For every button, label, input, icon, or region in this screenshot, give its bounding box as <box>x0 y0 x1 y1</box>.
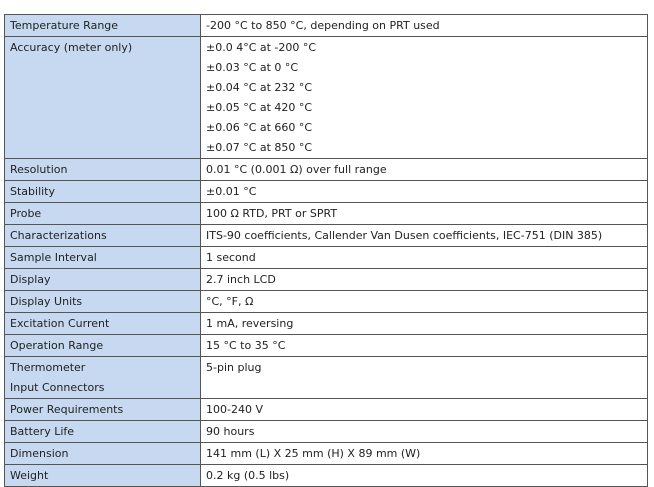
spec-value: ±0.07 °C at 850 °C <box>206 141 313 154</box>
spec-value: -200 °C to 850 °C, depending on PRT used <box>206 19 440 32</box>
spec-value: 2.7 inch LCD <box>206 273 276 286</box>
spec-label-cell <box>5 247 201 269</box>
spec-value: ±0.06 °C at 660 °C <box>206 121 313 134</box>
spec-value: ±0.01 °C <box>206 185 257 198</box>
spec-row <box>5 225 648 247</box>
spec-label: Sample Interval <box>10 251 97 264</box>
spec-row <box>5 465 648 487</box>
spec-table-body <box>5 15 648 487</box>
spec-value-cell <box>201 203 648 225</box>
spec-value: ±0.04 °C at 232 °C <box>206 81 313 94</box>
spec-label: Probe <box>10 207 42 220</box>
spec-row <box>5 421 648 443</box>
spec-row <box>5 291 648 313</box>
spec-value: ±0.05 °C at 420 °C <box>206 101 313 114</box>
spec-value-cell <box>201 465 648 487</box>
spec-row <box>5 247 648 269</box>
spec-label-cell <box>5 225 201 247</box>
spec-label-cell <box>5 443 201 465</box>
spec-value-cell <box>201 443 648 465</box>
spec-row <box>5 313 648 335</box>
spec-label: Stability <box>10 185 56 198</box>
spec-label-cell <box>5 335 201 357</box>
spec-label-cell <box>5 313 201 335</box>
spec-label: Display Units <box>10 295 83 308</box>
spec-value: 1 second <box>206 251 256 264</box>
spec-label: Dimension <box>10 447 69 460</box>
spec-value: 90 hours <box>206 425 255 438</box>
spec-value: 5-pin plug <box>206 361 262 374</box>
spec-value: 141 mm (L) X 25 mm (H) X 89 mm (W) <box>206 447 421 460</box>
spec-row <box>5 357 648 399</box>
spec-value-cell <box>201 159 648 181</box>
spec-label: Operation Range <box>10 339 104 352</box>
spec-label: Accuracy (meter only) <box>10 41 133 54</box>
spec-value-cell <box>201 269 648 291</box>
spec-row <box>5 181 648 203</box>
spec-value-cell <box>201 225 648 247</box>
spec-row <box>5 335 648 357</box>
spec-value: °C, °F, Ω <box>206 295 254 308</box>
spec-value-cell <box>201 313 648 335</box>
spec-value-cell <box>201 247 648 269</box>
spec-row <box>5 399 648 421</box>
spec-value-cell <box>201 421 648 443</box>
spec-row <box>5 443 648 465</box>
spec-value-cell <box>201 181 648 203</box>
spec-label: Display <box>10 273 51 286</box>
spec-value-cell <box>201 357 648 399</box>
spec-label-cell <box>5 421 201 443</box>
spec-value: 0.2 kg (0.5 lbs) <box>206 469 290 482</box>
spec-value-cell <box>201 37 648 159</box>
spec-value: ±0.03 °C at 0 °C <box>206 61 299 74</box>
spec-value-cell <box>201 15 648 37</box>
spec-label-cell <box>5 15 201 37</box>
spec-label-cell <box>5 159 201 181</box>
spec-value-cell <box>201 335 648 357</box>
spec-value: ITS-90 coefficients, Callender Van Dusen coefficients, IEC-751 (DIN 385) <box>206 229 603 242</box>
spec-row <box>5 159 648 181</box>
spec-row <box>5 269 648 291</box>
spec-row <box>5 37 648 159</box>
spec-label: Resolution <box>10 163 68 176</box>
spec-label: Characterizations <box>10 229 107 242</box>
spec-value: ±0.0 4°C at -200 °C <box>206 41 317 54</box>
spec-label-cell <box>5 465 201 487</box>
spec-label: Power Requirements <box>10 403 124 416</box>
spec-label-cell <box>5 399 201 421</box>
spec-value: 0.01 °C (0.001 Ω) over full range <box>206 163 387 176</box>
spec-value: 100 Ω RTD, PRT or SPRT <box>206 207 338 220</box>
spec-label-cell <box>5 37 201 159</box>
spec-label: Weight <box>10 469 49 482</box>
spec-label: Battery Life <box>10 425 75 438</box>
spec-label-cell <box>5 357 201 399</box>
spec-value: 1 mA, reversing <box>206 317 294 330</box>
spec-label-cell <box>5 291 201 313</box>
spec-table <box>4 14 648 487</box>
spec-value: 100-240 V <box>206 403 263 416</box>
spec-label-cell <box>5 181 201 203</box>
spec-label: Input Connectors <box>10 381 105 394</box>
spec-label: Thermometer <box>10 361 86 374</box>
spec-label: Excitation Current <box>10 317 110 330</box>
spec-value: 15 °C to 35 °C <box>206 339 286 352</box>
spec-row <box>5 15 648 37</box>
spec-label: Temperature Range <box>10 19 119 32</box>
spec-label-cell <box>5 203 201 225</box>
spec-row <box>5 203 648 225</box>
spec-value-cell <box>201 399 648 421</box>
spec-value-cell <box>201 291 648 313</box>
spec-label-cell <box>5 269 201 291</box>
